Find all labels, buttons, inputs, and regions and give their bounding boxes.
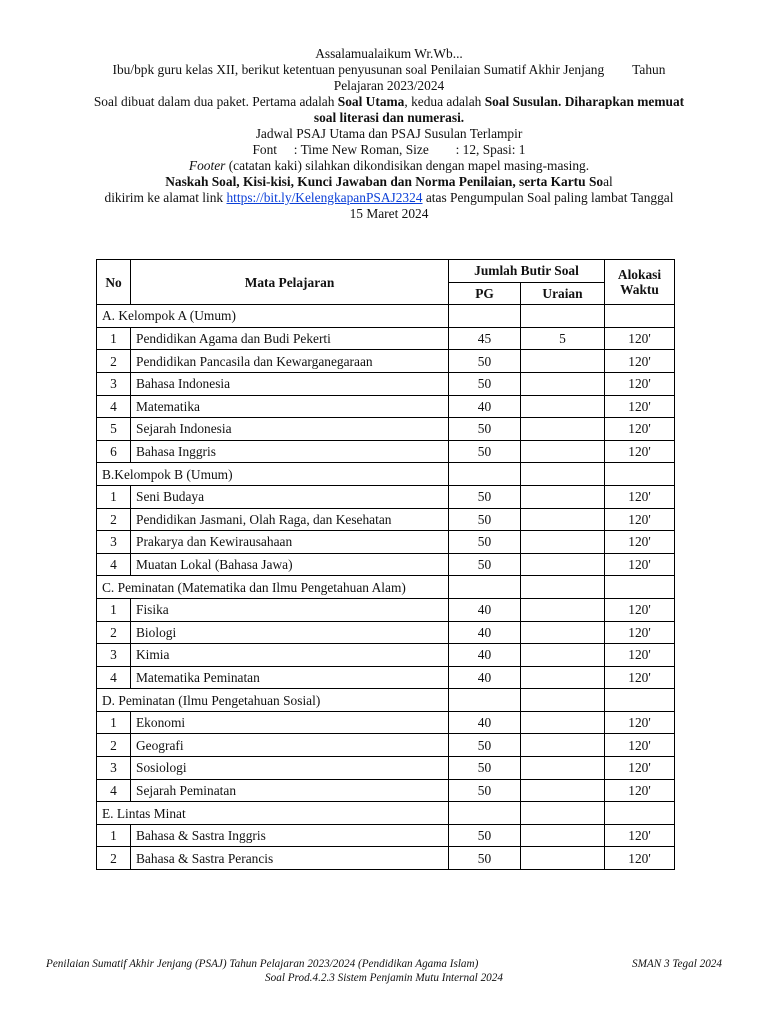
group-waktu-cell <box>605 463 675 486</box>
table-row <box>97 327 675 350</box>
cell-waktu: 120' <box>605 327 675 350</box>
group-row <box>97 802 675 825</box>
header-no: No <box>97 260 131 305</box>
cell-no: 1 <box>97 711 131 734</box>
cell-subject: Bahasa Inggris <box>131 440 449 463</box>
cell-pg: 40 <box>449 711 521 734</box>
cell-uraian <box>521 508 605 531</box>
cell-pg: 50 <box>449 779 521 802</box>
table-row <box>97 350 675 373</box>
cell-no: 3 <box>97 757 131 780</box>
cell-subject: Matematika Peminatan <box>131 666 449 689</box>
table-row <box>97 644 675 667</box>
cell-no: 2 <box>97 621 131 644</box>
group-row <box>97 463 675 486</box>
group-pg-cell <box>449 305 521 328</box>
cell-waktu: 120' <box>605 418 675 441</box>
cell-pg: 50 <box>449 757 521 780</box>
cell-no: 3 <box>97 531 131 554</box>
cell-no: 1 <box>97 598 131 621</box>
cell-waktu: 120' <box>605 666 675 689</box>
table-row <box>97 395 675 418</box>
literasi-text: soal literasi dan numerasi. <box>313 110 465 125</box>
cell-no: 4 <box>97 666 131 689</box>
group-waktu-cell <box>605 576 675 599</box>
cell-uraian <box>521 395 605 418</box>
cell-pg: 45 <box>449 327 521 350</box>
footer-right: SMAN 3 Tegal 2024 <box>631 958 722 970</box>
paket-text-a: Soal dibuat dalam dua paket. Pertama adalah <box>93 94 338 109</box>
header-alokasi-waktu: Alokasi Waktu <box>605 260 675 305</box>
group-pg-cell <box>449 802 521 825</box>
cell-waktu: 120' <box>605 350 675 373</box>
intro-paket <box>40 94 738 110</box>
greeting: Assalamualaikum Wr.Wb... <box>315 46 463 61</box>
cell-waktu: 120' <box>605 395 675 418</box>
cell-uraian <box>521 757 605 780</box>
cell-no: 4 <box>97 553 131 576</box>
table-row <box>97 372 675 395</box>
cell-subject: Bahasa & Sastra Perancis <box>131 847 449 870</box>
group-title: B.Kelompok B (Umum) <box>97 463 449 486</box>
cell-subject: Prakarya dan Kewirausahaan <box>131 531 449 554</box>
footer-word: Footer <box>188 158 226 173</box>
footer-line-2: Soal Prod.4.2.3 Sistem Penjamin Mutu Internal 2024 <box>265 972 503 984</box>
cell-waktu: 120' <box>605 779 675 802</box>
cell-subject: Pendidikan Jasmani, Olah Raga, dan Kesehatan <box>131 508 449 531</box>
group-uraian-cell <box>521 463 605 486</box>
cell-no: 2 <box>97 508 131 531</box>
cell-uraian <box>521 666 605 689</box>
group-pg-cell <box>449 576 521 599</box>
cell-no: 1 <box>97 485 131 508</box>
subject-table <box>96 259 675 870</box>
group-waktu-cell <box>605 802 675 825</box>
cell-uraian <box>521 372 605 395</box>
intro-line-2-text: Ibu/bpk guru kelas XII, berikut ketentuan penyusunan soal Penilaian Sumatif Akhir Jenjang <box>112 62 605 77</box>
cell-subject: Matematika <box>131 395 449 418</box>
cell-no: 2 <box>97 734 131 757</box>
cell-uraian <box>521 734 605 757</box>
group-uraian-cell <box>521 305 605 328</box>
cell-no: 2 <box>97 847 131 870</box>
cell-uraian <box>521 485 605 508</box>
cell-pg: 50 <box>449 847 521 870</box>
table-body <box>97 305 675 870</box>
cell-subject: Seni Budaya <box>131 485 449 508</box>
cell-pg: 50 <box>449 531 521 554</box>
table-row <box>97 666 675 689</box>
group-title: A. Kelompok A (Umum) <box>97 305 449 328</box>
intro-section <box>40 46 738 222</box>
group-row <box>97 576 675 599</box>
cell-subject: Pendidikan Pancasila dan Kewarganegaraan <box>131 350 449 373</box>
cell-no: 6 <box>97 440 131 463</box>
cell-waktu: 120' <box>605 553 675 576</box>
cell-uraian <box>521 598 605 621</box>
cell-no: 1 <box>97 824 131 847</box>
group-row <box>97 689 675 712</box>
cell-pg: 50 <box>449 508 521 531</box>
cell-waktu: 120' <box>605 621 675 644</box>
header-mata-pelajaran: Mata Pelajaran <box>131 260 449 305</box>
group-uraian-cell <box>521 802 605 825</box>
cell-waktu: 120' <box>605 372 675 395</box>
intro-line-2 <box>40 62 738 78</box>
footer-left: Penilaian Sumatif Akhir Jenjang (PSAJ) Tahun Pelajaran 2023/2024 (Pendidikan Agama Islam) <box>46 958 479 970</box>
send-text-a: dikirim ke alamat link <box>104 190 227 205</box>
cell-waktu: 120' <box>605 531 675 554</box>
cell-subject: Fisika <box>131 598 449 621</box>
footer-note-text: (catatan kaki) silahkan dikondisikan dengan mapel masing-masing. <box>225 158 590 173</box>
group-waktu-cell <box>605 689 675 712</box>
intro-send <box>40 190 738 206</box>
cell-uraian <box>521 644 605 667</box>
cell-uraian <box>521 621 605 644</box>
cell-no: 3 <box>97 372 131 395</box>
cell-subject: Sejarah Indonesia <box>131 418 449 441</box>
cell-uraian <box>521 553 605 576</box>
cell-subject: Bahasa & Sastra Inggris <box>131 824 449 847</box>
table-row <box>97 440 675 463</box>
naskah-bold: Naskah Soal, Kisi-kisi, Kunci Jawaban dan Norma Penilaian, serta Kartu So <box>165 174 604 189</box>
header-uraian: Uraian <box>521 282 605 305</box>
send-text-b: atas Pengumpulan Soal paling lambat Tanggal <box>422 190 674 205</box>
group-uraian-cell <box>521 689 605 712</box>
cell-pg: 50 <box>449 734 521 757</box>
group-uraian-cell <box>521 576 605 599</box>
cell-waktu: 120' <box>605 734 675 757</box>
table-row <box>97 598 675 621</box>
cell-waktu: 120' <box>605 485 675 508</box>
group-pg-cell <box>449 463 521 486</box>
cell-no: 4 <box>97 395 131 418</box>
cell-uraian <box>521 711 605 734</box>
cell-waktu: 120' <box>605 824 675 847</box>
intro-line-2-tail: Tahun <box>632 62 666 77</box>
paket-text-c: , kedua adalah <box>404 94 485 109</box>
cell-pg: 50 <box>449 440 521 463</box>
table-row <box>97 508 675 531</box>
soal-susulan: Soal Susulan. Diharapkan memuat <box>484 94 685 109</box>
header-jumlah-butir-soal: Jumlah Butir Soal <box>449 260 605 283</box>
cell-waktu: 120' <box>605 847 675 870</box>
table-row <box>97 847 675 870</box>
cell-pg: 40 <box>449 644 521 667</box>
table-row <box>97 734 675 757</box>
intro-jadwal: Jadwal PSAJ Utama dan PSAJ Susulan Terlampir <box>255 126 523 141</box>
table-row <box>97 779 675 802</box>
intro-footer-note <box>40 158 738 174</box>
group-pg-cell <box>449 689 521 712</box>
cell-uraian <box>521 440 605 463</box>
cell-pg: 40 <box>449 666 521 689</box>
group-title: D. Peminatan (Ilmu Pengetahuan Sosial) <box>97 689 449 712</box>
cell-no: 3 <box>97 644 131 667</box>
cell-pg: 40 <box>449 598 521 621</box>
cell-subject: Ekonomi <box>131 711 449 734</box>
cell-pg: 50 <box>449 418 521 441</box>
group-title: E. Lintas Minat <box>97 802 449 825</box>
soal-utama: Soal Utama <box>337 94 405 109</box>
table-header <box>97 260 675 305</box>
cell-waktu: 120' <box>605 711 675 734</box>
table-row <box>97 711 675 734</box>
naskah-tail: al <box>603 174 613 189</box>
group-row <box>97 305 675 328</box>
cell-pg: 50 <box>449 553 521 576</box>
cell-uraian <box>521 779 605 802</box>
intro-literasi <box>40 110 738 126</box>
cell-uraian <box>521 418 605 441</box>
cell-waktu: 120' <box>605 757 675 780</box>
cell-waktu: 120' <box>605 508 675 531</box>
table-row <box>97 757 675 780</box>
cell-subject: Pendidikan Agama dan Budi Pekerti <box>131 327 449 350</box>
intro-line-3: Pelajaran 2023/2024 <box>333 78 445 93</box>
cell-uraian <box>521 847 605 870</box>
cell-subject: Muatan Lokal (Bahasa Jawa) <box>131 553 449 576</box>
cell-waktu: 120' <box>605 598 675 621</box>
cell-subject: Kimia <box>131 644 449 667</box>
deadline-date: 15 Maret 2024 <box>349 206 429 221</box>
cell-pg: 50 <box>449 485 521 508</box>
cell-pg: 50 <box>449 372 521 395</box>
header-pg: PG <box>449 282 521 305</box>
intro-naskah <box>40 174 738 190</box>
cell-uraian: 5 <box>521 327 605 350</box>
cell-subject: Sejarah Peminatan <box>131 779 449 802</box>
cell-pg: 40 <box>449 621 521 644</box>
cell-no: 1 <box>97 327 131 350</box>
cell-uraian <box>521 824 605 847</box>
cell-uraian <box>521 531 605 554</box>
cell-no: 2 <box>97 350 131 373</box>
table-row <box>97 553 675 576</box>
cell-subject: Sosiologi <box>131 757 449 780</box>
submission-link[interactable]: https://bit.ly/KelengkapanPSAJ2324 <box>226 190 423 205</box>
cell-subject: Biologi <box>131 621 449 644</box>
cell-no: 4 <box>97 779 131 802</box>
cell-subject: Bahasa Indonesia <box>131 372 449 395</box>
table-row <box>97 418 675 441</box>
cell-pg: 40 <box>449 395 521 418</box>
table-row <box>97 621 675 644</box>
cell-uraian <box>521 350 605 373</box>
table-row <box>97 531 675 554</box>
cell-subject: Geografi <box>131 734 449 757</box>
cell-waktu: 120' <box>605 440 675 463</box>
cell-pg: 50 <box>449 350 521 373</box>
group-title: C. Peminatan (Matematika dan Ilmu Pengetahuan Alam) <box>97 576 449 599</box>
cell-no: 5 <box>97 418 131 441</box>
group-waktu-cell <box>605 305 675 328</box>
intro-font-line: Font : Time New Roman, Size : 12, Spasi: 1 <box>252 142 526 157</box>
table-row <box>97 824 675 847</box>
cell-waktu: 120' <box>605 644 675 667</box>
cell-pg: 50 <box>449 824 521 847</box>
table-row <box>97 485 675 508</box>
